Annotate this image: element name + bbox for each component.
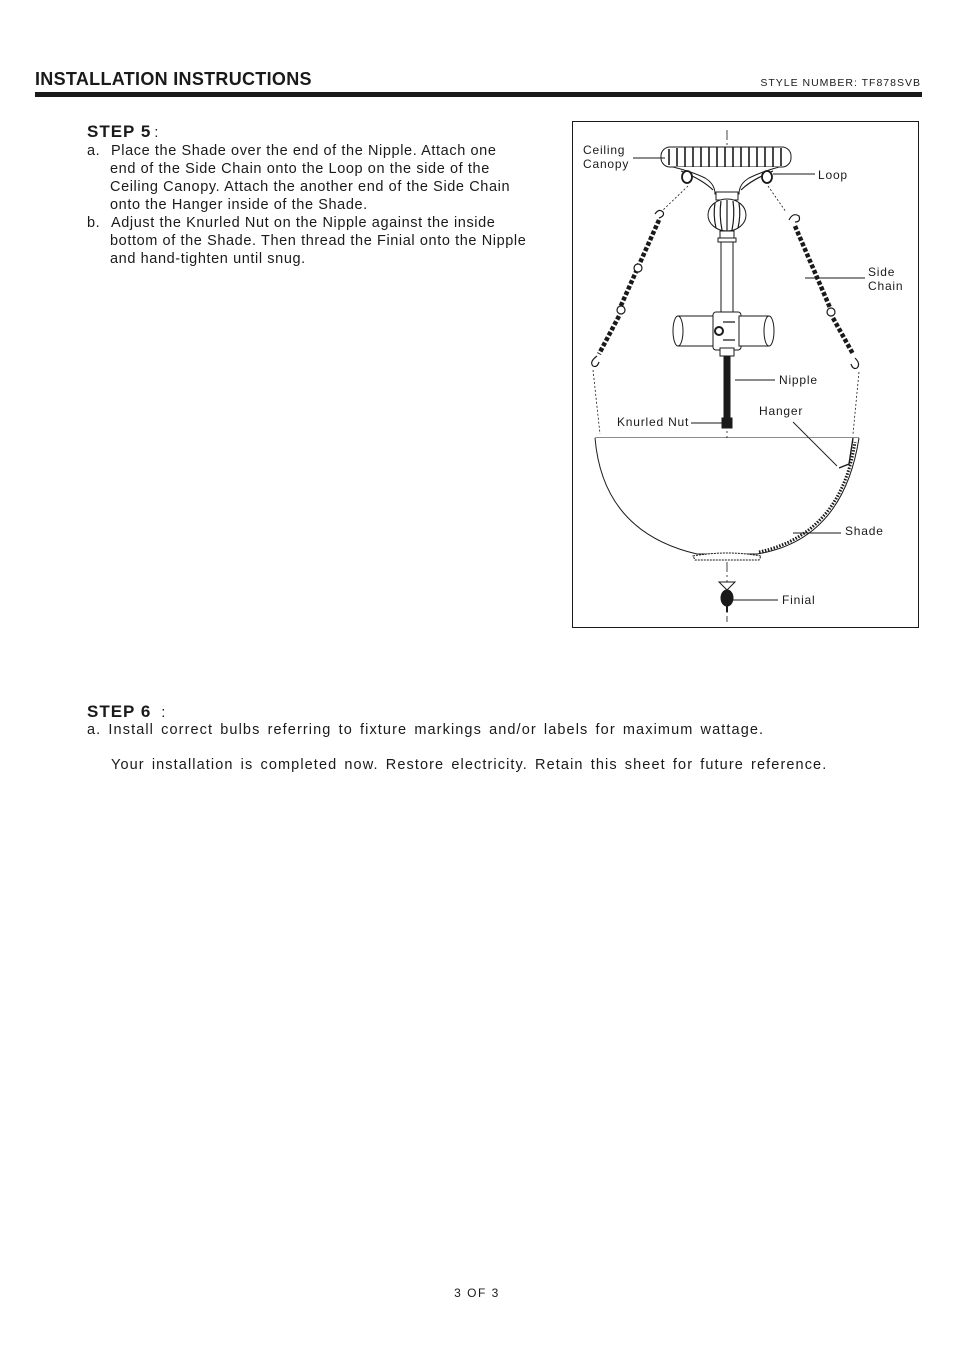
left-side-chain [592,186,688,434]
label-side-chain-line1: Side [868,265,896,279]
label-ceiling-canopy-line1: Ceiling [583,143,626,157]
label-loop: Loop [818,168,848,182]
step6-closing: Your installation is completed now. Restore electricity. Retain this sheet for future reference. [111,757,828,773]
label-knurled-nut: Knurled Nut [617,415,690,429]
step5-item-b-line3: and hand-tighten until snug. [110,251,306,267]
shade-bowl [595,438,859,560]
socket-body [673,312,774,356]
header-rule [35,92,922,97]
step5-heading-text: STEP 5 [87,122,152,141]
step5-item-b-line1: Adjust the Knurled Nut on the Nipple against the inside [111,215,496,231]
label-ceiling-canopy-line2: Canopy [583,157,630,171]
step5-item-b [87,214,526,268]
label-side-chain [868,265,903,293]
label-hanger: Hanger [759,404,804,418]
right-side-chain [768,186,859,434]
ceiling-canopy [661,147,791,318]
step6-item-a: a. Install correct bulbs referring to fixture markings and/or labels for maximum wattage. [87,722,765,738]
label-ceiling-canopy [583,143,629,171]
label-finial: Finial [782,593,816,607]
step5-item-a-marker: a. [87,143,101,159]
nipple-rod [724,356,730,424]
step5-item-a-line2: end of the Side Chain onto the Loop on the side of the [110,161,490,177]
step6-colon: : [161,704,167,721]
step5-item-a [87,142,510,214]
step6-heading [87,702,166,722]
label-nipple: Nipple [779,373,818,387]
fixture-illustration [573,122,920,629]
page-number: 3 OF 3 [454,1286,500,1300]
step5-heading [87,122,159,142]
step5-item-a-line3: Ceiling Canopy. Attach the another end of the Side Chain [110,179,511,195]
label-side-chain-line2: Chain [868,279,904,293]
finial-shape [719,582,735,612]
label-shade: Shade [845,524,884,538]
step5-item-a-line4: onto the Hanger inside of the Shade. [110,197,368,213]
step5-colon: : [154,124,160,141]
step5-item-b-line2: bottom of the Shade. Then thread the Finial onto the Nipple [110,233,527,249]
page-title: INSTALLATION INSTRUCTIONS [35,69,312,89]
step5-item-a-line1: Place the Shade over the end of the Nipple. Attach one [111,143,497,159]
fixture-diagram [572,121,919,628]
step5-item-b-marker: b. [87,215,101,231]
knurled-nut-shape [722,418,732,428]
step6-heading-text: STEP 6 [87,702,152,721]
style-number: STYLE NUMBER: TF878SVB [760,77,921,89]
